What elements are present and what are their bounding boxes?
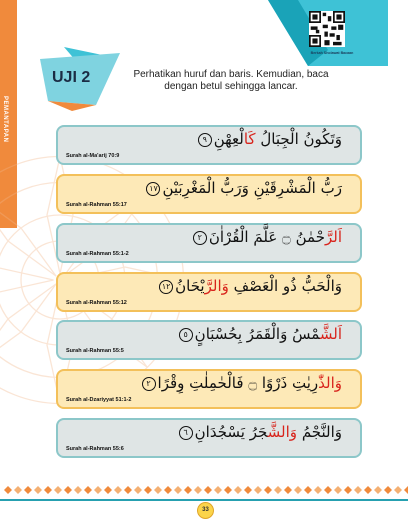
verse-arabic: اَلشَّمْسُ وَالْقَمَرُ بِحُسْبَانٍ٥ — [177, 325, 342, 343]
footer-motif — [394, 486, 402, 494]
footer-motif — [94, 486, 102, 494]
footer-motif — [224, 486, 232, 494]
footer-motif — [24, 486, 32, 494]
footer-motif — [74, 486, 82, 494]
footer-motif — [294, 486, 302, 494]
verse-arabic: وَتَكُونُ الْجِبَالُ كَالْعِهْنِ٩ — [196, 130, 342, 148]
footer-motif — [64, 486, 72, 494]
footer-motif — [184, 486, 192, 494]
verse-arabic: وَالنَّجْمُ وَالشَّجَرُ يَسْجُدَانِ٦ — [177, 423, 342, 441]
footer-motif — [264, 486, 272, 494]
footer-motif — [304, 486, 312, 494]
footer-motif — [114, 486, 122, 494]
footer-motif — [274, 486, 282, 494]
verse-card — [56, 272, 362, 312]
ayah-number: ٢ — [193, 231, 207, 245]
footer-motif — [384, 486, 392, 494]
footer-motif — [334, 486, 342, 494]
page-number: 33 — [197, 502, 214, 519]
footer-motif — [194, 486, 202, 494]
footer-motif — [124, 486, 132, 494]
footer-motif — [354, 486, 362, 494]
footer-motif — [134, 486, 142, 494]
footer-motif — [84, 486, 92, 494]
footer-motif — [104, 486, 112, 494]
footer-line — [0, 499, 408, 501]
footer-motif — [214, 486, 222, 494]
verse-reference: Surah al-Dzariyyat 51:1-2 — [66, 397, 132, 403]
footer-motif — [324, 486, 332, 494]
qr-code[interactable] — [309, 11, 345, 47]
footer-motif — [34, 486, 42, 494]
verse-arabic: اَلرَّحْمٰنُ ۝ عَلَّمَ الْقُرْاٰنَ٢ — [191, 228, 342, 246]
footer-motif — [44, 486, 52, 494]
instruction-text: Perhatikan huruf dan baris. Kemudian, baca dengan betul sehingga lancar. — [133, 69, 329, 92]
footer-motif — [154, 486, 162, 494]
verse-arabic: وَالذّٰرِيٰتِ ذَرْوًا ۝ فَالْحٰمِلٰتِ وِقْرًا٢ — [140, 374, 342, 392]
verse-card — [56, 320, 362, 360]
verse-arabic: رَبُّ الْمَشْرِقَيْنِ وَرَبُّ الْمَغْرِبَيْنِ١٧ — [144, 179, 342, 197]
verse-reference: Surah al-Rahman 55:5 — [66, 348, 124, 354]
verse-reference: Surah al-Rahman 55:6 — [66, 446, 124, 452]
qr-code-icon — [309, 11, 345, 47]
footer-motif — [344, 486, 352, 494]
ayah-number: ٥ — [179, 328, 193, 342]
footer-motif — [254, 486, 262, 494]
verse-card — [56, 223, 362, 263]
footer-motif — [54, 486, 62, 494]
verse-card — [56, 369, 362, 409]
footer-motif — [404, 486, 408, 494]
ayah-number: ١٧ — [146, 182, 160, 196]
ayah-number: ٦ — [179, 426, 193, 440]
verse-reference: Surah al-Ma'arij 70:9 — [66, 153, 120, 159]
ayah-number: ٢ — [142, 377, 156, 391]
footer-motif — [14, 486, 22, 494]
verse-card — [56, 418, 362, 458]
ayah-number: ٩ — [198, 133, 212, 147]
footer-motif — [204, 486, 212, 494]
verse-reference: Surah al-Rahman 55:17 — [66, 202, 127, 208]
ayah-number: ١٢ — [159, 280, 173, 294]
footer-motif — [4, 486, 12, 494]
footer-motif — [374, 486, 382, 494]
footer-motif — [144, 486, 152, 494]
qr-caption: Berkah Sholawat Bacaan — [310, 51, 354, 55]
section-title: UJI 2 — [52, 69, 91, 86]
verse-card — [56, 174, 362, 214]
footer-motif — [174, 486, 182, 494]
footer-motif — [284, 486, 292, 494]
footer-motif — [244, 486, 252, 494]
verse-card — [56, 125, 362, 165]
footer-ornament — [0, 484, 408, 496]
footer-motif — [364, 486, 372, 494]
verse-arabic: وَالْحَبُّ ذُو الْعَصْفِ وَالرَّيْحَانُ١٢ — [157, 277, 342, 295]
side-tab-label: PEMANTAPAN — [2, 96, 8, 143]
footer-motif — [314, 486, 322, 494]
footer-motif — [164, 486, 172, 494]
footer-motif — [234, 486, 242, 494]
verse-reference: Surah al-Rahman 55:12 — [66, 300, 127, 306]
verse-reference: Surah al-Rahman 55:1-2 — [66, 251, 129, 257]
